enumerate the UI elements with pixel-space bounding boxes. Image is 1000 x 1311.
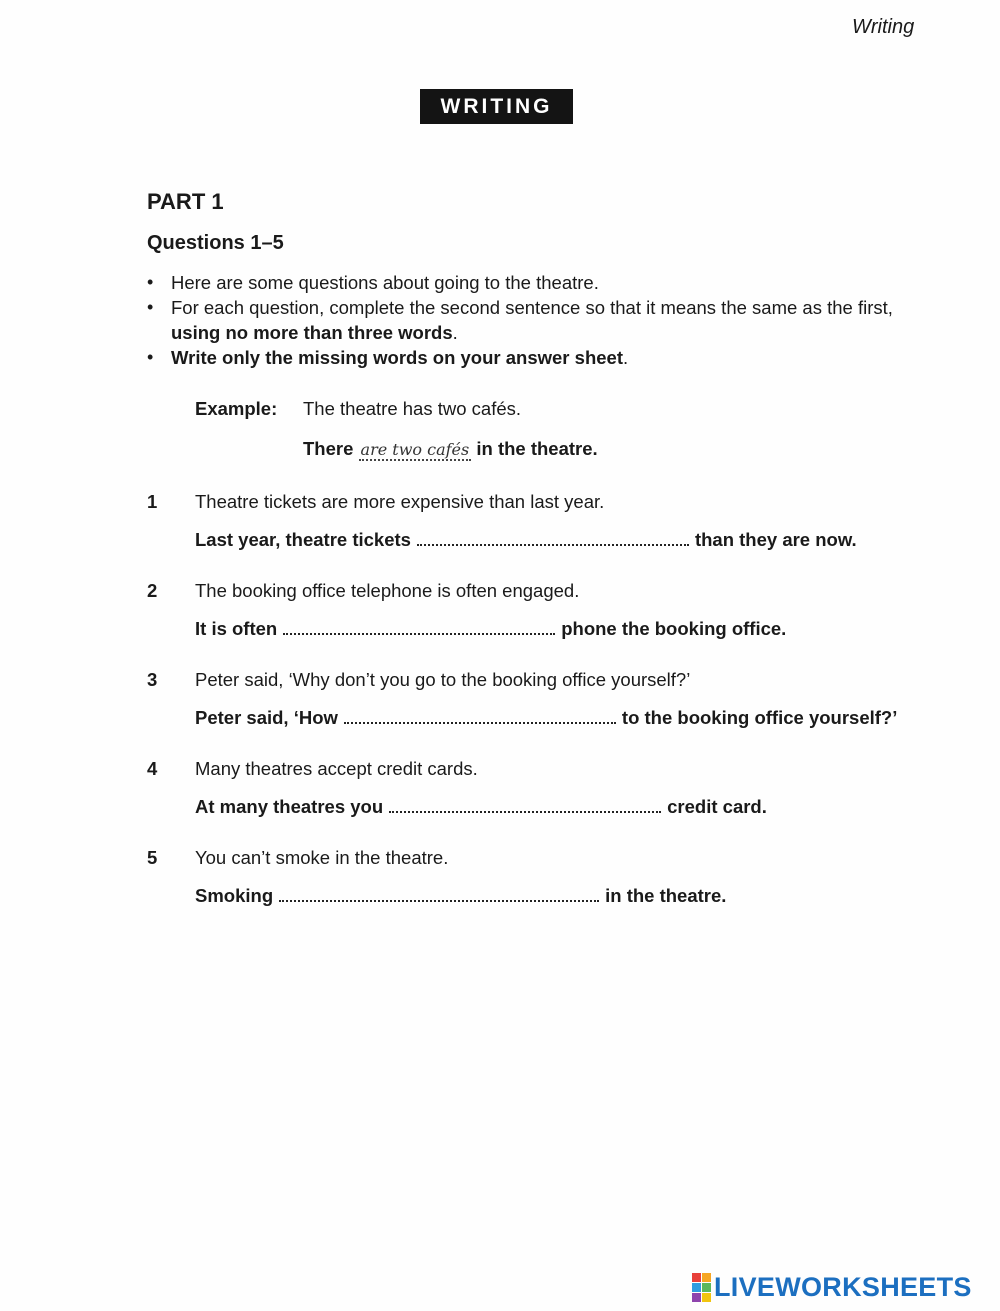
answer-start: Smoking	[195, 885, 274, 906]
instruction-text: For each question, complete the second sentence so that it means the same as the first,	[171, 297, 893, 318]
question-sentence: Peter said, ‘Why don’t you go to the booking office yourself?’	[195, 669, 691, 690]
question-number: 5	[147, 847, 158, 868]
instruction-bold-text: using no more than three words	[171, 322, 453, 343]
logo-square	[702, 1293, 711, 1302]
example-answer-end: in the theatre.	[476, 438, 598, 459]
question-answer-line	[195, 707, 897, 729]
instruction-text: Here are some questions about going to the theatre.	[171, 272, 599, 293]
example-sentence: The theatre has two cafés.	[303, 398, 522, 419]
logo-square	[692, 1273, 701, 1282]
example-label: Example:	[195, 398, 278, 419]
answer-start: Last year, theatre tickets	[195, 529, 411, 550]
question-sentence: Theatre tickets are more expensive than last year.	[195, 491, 605, 512]
answer-gap[interactable]	[417, 530, 689, 546]
instruction-item	[147, 270, 967, 295]
answer-start: It is often	[195, 618, 278, 639]
answer-start: Peter said, ‘How	[195, 707, 338, 728]
answer-start: At many theatres you	[195, 796, 384, 817]
question-sentence: The booking office telephone is often engaged.	[195, 580, 580, 601]
answer-gap[interactable]	[283, 619, 555, 635]
question-sentence: You can’t smoke in the theatre.	[195, 847, 449, 868]
question-number: 4	[147, 758, 158, 779]
example-answer-start: There	[303, 438, 354, 459]
instructions-list	[147, 270, 967, 370]
question-number: 1	[147, 491, 158, 512]
logo-square	[692, 1283, 701, 1292]
part-title: PART 1	[147, 189, 224, 214]
example-filled-answer: are two cafés	[360, 440, 470, 459]
logo-mark-icon	[692, 1273, 711, 1302]
instruction-item	[147, 345, 967, 370]
question-sentence: Many theatres accept credit cards.	[195, 758, 478, 779]
question-number: 3	[147, 669, 158, 690]
answer-end: than they are now.	[694, 529, 857, 550]
answer-gap[interactable]	[344, 708, 616, 724]
question-answer-line	[195, 885, 726, 907]
section-banner: WRITING	[420, 89, 573, 124]
question-number: 2	[147, 580, 158, 601]
instruction-punct: .	[622, 347, 629, 368]
instruction-item	[147, 295, 967, 345]
logo-square	[702, 1283, 711, 1292]
question-answer-line	[195, 529, 857, 551]
running-head: Writing	[852, 16, 915, 38]
logo-square	[692, 1293, 701, 1302]
answer-end: credit card.	[667, 796, 767, 817]
liveworksheets-logo[interactable]	[692, 1272, 972, 1303]
logo-text: LIVEWORKSHEETS	[714, 1272, 972, 1302]
answer-gap[interactable]	[389, 797, 661, 813]
answer-end: in the theatre.	[605, 885, 727, 906]
instruction-punct: .	[452, 322, 458, 343]
answer-gap[interactable]	[279, 886, 599, 902]
logo-square	[702, 1273, 711, 1282]
answer-end: phone the booking office.	[561, 618, 787, 639]
questions-range: Questions 1–5	[147, 232, 284, 254]
question-answer-line	[195, 618, 786, 640]
answer-end: to the booking office yourself?’	[621, 707, 898, 728]
question-answer-line	[195, 796, 767, 818]
instruction-bold-text: Write only the missing words on your answer sheet	[171, 347, 623, 368]
example-answer	[303, 438, 598, 460]
